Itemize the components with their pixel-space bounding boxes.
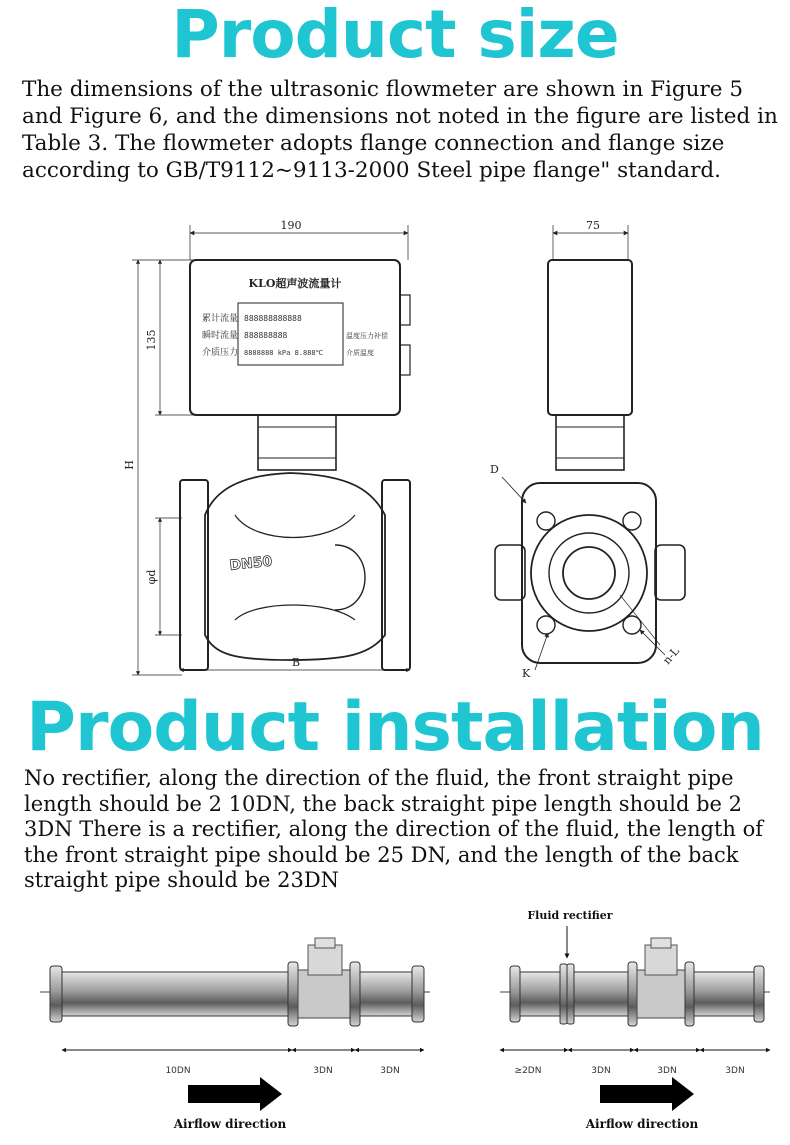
width-190-label: 190: [280, 219, 302, 232]
left-pipeline: [40, 938, 430, 1131]
dimension-drawing: [0, 215, 790, 685]
lcd-panel: [202, 312, 388, 358]
height-h-label: H: [123, 460, 136, 470]
left-seg-3-label: 3DN: [380, 1066, 400, 1076]
installation-diagram: [0, 900, 790, 1145]
left-seg-2-label: 3DN: [313, 1066, 333, 1076]
panel-row-1-left: 累计流量: [202, 314, 239, 324]
right-seg-4-label: 3DN: [725, 1066, 745, 1076]
label-d: D: [490, 463, 499, 476]
right-direction-caption: Airflow direction: [585, 1117, 699, 1131]
left-seg-1-label: 10DN: [165, 1066, 191, 1076]
panel-row-3-left: 介质压力: [202, 348, 239, 358]
product-size-paragraph: The dimensions of the ultrasonic flowmeter are shown in Figure 5 and Figure 6, and the dimensions not noted in the figure are listed in Table 3. The flowmeter adopts flange connection and flange size according to GB/T9112~9113-2000 Steel pipe flange" standard.: [22, 77, 778, 183]
left-airflow-arrow-icon: [188, 1077, 282, 1111]
device-title: KLO超声波流量计: [248, 277, 342, 290]
panel-row-2-left: 瞬时流量: [202, 331, 239, 341]
product-size-heading: Product size: [171, 0, 619, 73]
panel-row-2-right: 温度压力补偿: [346, 332, 388, 340]
right-seg-2-label: 3DN: [591, 1066, 611, 1076]
dn50-marking: DN50: [228, 553, 274, 574]
product-installation-heading: Product installation: [26, 688, 764, 767]
panel-row-2-digits: 888888888: [244, 331, 288, 340]
right-seg-3-label: 3DN: [657, 1066, 677, 1076]
label-nl: n-L: [660, 644, 682, 667]
panel-row-1-digits: 888888888888: [244, 314, 302, 323]
fluid-rectifier-label: Fluid rectifier: [527, 909, 613, 922]
label-k: K: [522, 667, 531, 680]
right-pipeline: [500, 909, 770, 1131]
right-airflow-arrow-icon: [600, 1077, 694, 1111]
height-135-label: 135: [145, 329, 158, 351]
diameter-label: φd: [145, 569, 158, 585]
right-seg-1-label: ≥2DN: [514, 1066, 542, 1076]
width-75-label: 75: [586, 219, 600, 232]
length-b-label: B: [291, 656, 301, 669]
panel-row-3-right: 介质温度: [346, 349, 374, 357]
left-direction-caption: Airflow direction: [173, 1117, 287, 1131]
panel-row-3-digits: 8888888 kPa 8.888℃: [244, 349, 324, 357]
product-installation-paragraph: No rectifier, along the direction of the fluid, the front straight pipe length should be 2 10DN, the back straight pipe length should be 2 3DN There is a rectifier, along the direction of the fluid, the length of the front straight pipe should be 25 DN, and the length of the back straight pipe should be 23DN: [24, 766, 764, 892]
